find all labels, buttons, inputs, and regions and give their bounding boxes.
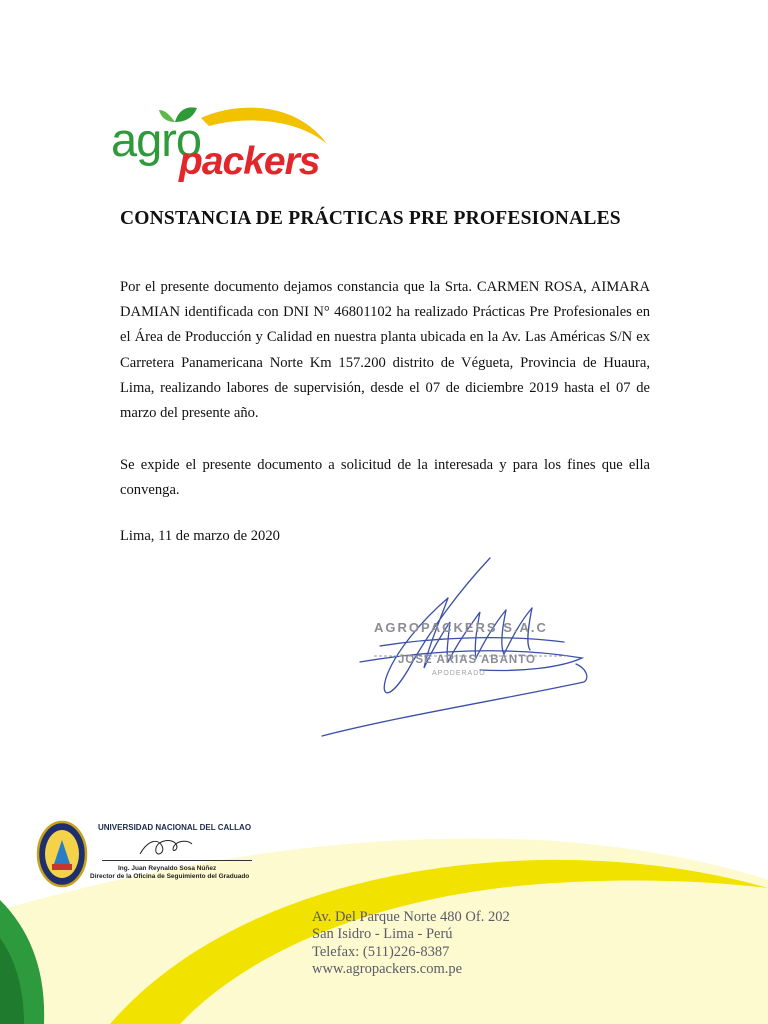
body-paragraph-2: Se expide el presente documento a solicitud de la interesada y para los fines que ella convenga.: [120, 457, 650, 499]
website-line: www.agropackers.com.pe: [312, 961, 463, 978]
stamp-company-name: AGROPACKERS S.A.C: [374, 620, 548, 635]
body-paragraph-1: Por el presente documento dejamos constancia que la Srta. CARMEN ROSA, AIMARA DAMIAN identificada con DNI N° 46801102 ha realizado Prácticas Pre Profesionales en el Área de Producción y Calidad en nuestra planta ubicada en la Av. Las Américas S/N ex Carretera Panamericana Norte Km 157.200 distrito de Végueta, Provincia de Huaura, Lima, realizando labores de supervisión, desde el 07 de diciembre 2019 hasta el 07 de marzo del presente año.: [120, 279, 650, 422]
stamp-signer-role: APODERADO: [432, 670, 486, 677]
university-signer-role: Director de la Oficina de Seguimiento del Graduado: [90, 873, 250, 880]
logo-text-packers: packers: [179, 140, 320, 183]
handwritten-signature-icon: [320, 550, 610, 750]
address-line-2: San Isidro - Lima - Perú: [312, 926, 453, 943]
university-signature-line: [102, 860, 252, 861]
university-validation-stamp: [36, 818, 286, 893]
company-logo: [105, 100, 365, 195]
phone-line: Telefax: (511)226-8387: [312, 943, 450, 960]
signature-stamp: [320, 550, 610, 750]
address-line-1: Av. Del Parque Norte 480 Of. 202: [312, 909, 510, 925]
university-seal-icon: [36, 820, 88, 888]
document-title: CONSTANCIA DE PRÁCTICAS PRE PROFESIONALES: [120, 208, 621, 229]
date-line: Lima, 11 de marzo de 2020: [120, 528, 280, 544]
logo-text-agro: agro: [111, 113, 202, 166]
footer-address: [312, 909, 510, 979]
university-signer-name: Ing. Juan Reynaldo Sosa Núñez: [118, 865, 217, 872]
stamp-signer-name: JOSE ARIAS ABANTO: [398, 654, 536, 666]
university-signature-icon: [136, 834, 196, 862]
university-name: UNIVERSIDAD NACIONAL DEL CALLAO: [98, 823, 252, 832]
